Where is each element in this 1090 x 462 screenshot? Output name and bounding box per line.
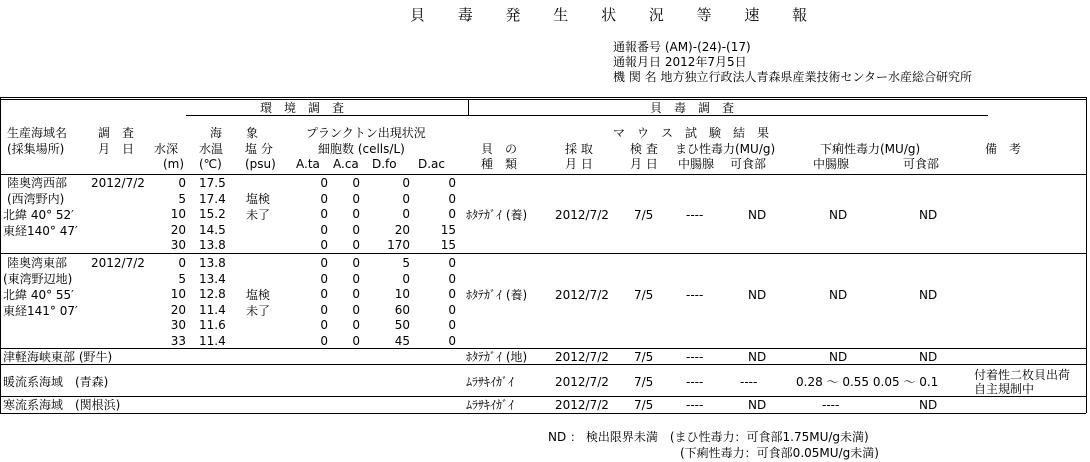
depth-cell: 33 [170,333,186,348]
dac-cell: 0 [448,302,456,317]
depth-unit: (m) [163,157,185,171]
psp-edible: ND [748,398,767,412]
psp-gut: ---- [686,288,704,302]
depth-cell: 10 [170,207,186,221]
aca-cell: 0 [352,333,360,348]
block-rule-4 [0,396,1086,397]
dfo-cell: 5 [402,256,410,270]
area-name: 寒流系海域 (関根浜) [3,398,121,412]
env-survey-header: 環 境 調 査 [260,101,345,115]
dac-header: D.ac [418,157,446,171]
dac-cell: 0 [448,318,456,332]
shell-kind: ﾑﾗｻｷｲｶﾞｲ [466,375,515,389]
dfo-cell: 0 [402,191,410,206]
area-lat: 北緯 40° 52′ [3,208,74,222]
survey-date: 2012/7/2 [91,256,145,270]
cell-count-header: 細胞数 (cells/L) [318,142,405,156]
dfo-cell: 170 [387,238,410,252]
ata-cell: 0 [320,191,328,206]
section-divider [468,99,469,115]
dsp-edible: ND [919,398,938,412]
dac-cell: 0 [448,287,456,301]
area-name: 暖流系海域 (青森) [3,375,109,389]
water-temp-cell: 11.4 [199,333,226,348]
psp-gut: ---- [686,208,704,222]
dsp-range: 0.28 ～ 0.55 0.05 ～ 0.1 [796,375,939,389]
salinity-note: 未了 [246,304,271,318]
depth-cell: 20 [170,222,186,237]
shell-kind: ﾎﾀﾃｶﾞｲ (地) [466,350,528,364]
psp-edible: ND [748,350,767,364]
report-date: 通報月日 2012年7月5日 [613,55,747,69]
ata-cell: 0 [320,256,328,270]
aca-header: A.ca [333,157,359,171]
aca-cell: 0 [352,176,360,190]
water-temp-header: 水温 [199,142,224,156]
area-place: (西湾野内) [7,192,65,206]
water-temp-cell: 17.4 [199,191,226,206]
psp-edible: ND [748,288,767,302]
survey-date-subheader: 月 日 [98,142,135,156]
block-rule-3 [0,364,1086,365]
salinity-unit: (psu) [245,157,276,171]
sample-date: 2012/7/2 [555,375,609,389]
test-date: 7/5 [634,350,654,364]
aca-cell: 0 [352,318,360,332]
test-date: 7/5 [634,288,654,302]
ata-header: A.ta [296,157,320,171]
area-lat: 北緯 40° 55′ [3,288,74,302]
dsp-edible: ND [919,350,938,364]
dac-cell: 0 [448,333,456,348]
sample-date: 2012/7/2 [555,398,609,412]
area-name: 陸奥湾東部 [7,256,68,270]
dfo-header: D.fo [372,157,397,171]
water-temp-cell: 11.6 [199,318,226,332]
depth-cell: 5 [178,271,186,286]
water-temp-cell: 13.8 [199,238,226,252]
dsp-header: 下痢性毒力(MU/g) [820,142,921,156]
dsp-edible: ND [919,208,938,222]
area-name: 津軽海峡東部 (野牛) [3,350,113,364]
sample-date-header: 採 取 [565,142,593,156]
area-lon: 東経141° 07′ [3,304,78,318]
depth-cell: 0 [178,176,186,190]
dsp-gut: ND [829,350,848,364]
depth-cell: 0 [178,256,186,270]
aca-cell: 0 [352,271,360,286]
header-bottom-rule [0,174,1086,175]
shell-kind-header: 貝 の [481,142,518,156]
area-subheader: (採集場所) [7,142,65,156]
footnote-line-1: ND ： 検出限界未満 (まひ性毒力：可食部1.75MU/g未満) [548,430,869,444]
dsp-gut: ---- [822,398,840,412]
sample-date: 2012/7/2 [555,288,609,302]
sample-date: 2012/7/2 [555,208,609,222]
dsp-edible-header: 可食部 [903,157,940,171]
shell-header-rule [468,115,988,116]
dfo-cell: 60 [394,302,410,317]
report-number: 通報番号 (AM)-(24)-(17) [613,40,751,54]
env-header-rule [186,115,470,116]
ata-cell: 0 [320,238,328,252]
table-right-rule [1086,97,1087,413]
psp-edible: ND [748,208,767,222]
test-date: 7/5 [634,208,654,222]
dsp-gut: ND [829,208,848,222]
plankton-header: プランクトン出現状況 [306,126,426,140]
aca-cell: 0 [352,287,360,301]
depth-cell: 10 [170,287,186,301]
dac-cell: 15 [440,238,456,252]
water-temp-cell: 17.5 [199,176,226,190]
ata-cell: 0 [320,176,328,190]
water-temp-unit: (℃) [199,157,222,171]
dfo-cell: 50 [394,318,410,332]
dfo-cell: 45 [394,333,410,348]
shellfish-survey-header: 貝 毒 調 査 [650,101,735,115]
psp-header: まひ性毒力(MU/g) [675,142,776,156]
test-date-subheader: 月 日 [630,157,658,171]
dsp-gut-header: 中腸腺 [813,157,850,171]
test-date: 7/5 [634,398,654,412]
shell-kind: ﾎﾀﾃｶﾞｲ (養) [466,208,528,222]
table-left-rule [0,97,1,413]
ata-cell: 0 [320,287,328,301]
water-temp-cell: 13.8 [199,256,226,270]
dac-cell: 0 [448,271,456,286]
dsp-gut: ND [829,288,848,302]
dfo-cell: 0 [402,207,410,221]
psp-gut-header: 中腸腺 [678,157,715,171]
salinity-note: 塩検 [246,192,271,206]
water-temp-cell: 14.5 [199,222,226,237]
ata-cell: 0 [320,271,328,286]
water-temp-cell: 13.4 [199,271,226,286]
table-top-rule [0,97,1086,98]
shell-kind-subheader: 種 類 [481,157,518,171]
aca-cell: 0 [352,207,360,221]
dsp-edible: ND [919,288,938,302]
aca-cell: 0 [352,302,360,317]
survey-date: 2012/7/2 [91,176,145,190]
area-place: (東湾野辺地) [3,272,73,286]
dfo-cell: 20 [394,222,410,237]
area-name: 陸奥湾西部 [7,176,68,190]
psp-edible-header: 可食部 [730,157,767,171]
survey-date-header: 調 査 [98,126,135,140]
mouse-test-header: マ ウ ス 試 験 結 果 [613,126,770,140]
dac-cell: 0 [448,256,456,270]
table-bottom-rule [0,413,1086,414]
salinity-note: 塩検 [246,288,271,302]
ata-cell: 0 [320,318,328,332]
shell-kind: ﾎﾀﾃｶﾞｲ (養) [466,288,528,302]
salinity-header: 塩 分 [245,142,273,156]
depth-cell: 20 [170,302,186,317]
dfo-cell: 0 [402,176,410,190]
table-top-rule-double [0,99,1086,100]
psp-gut: ---- [686,375,704,389]
sample-date: 2012/7/2 [555,350,609,364]
area-lon: 東経140° 47′ [3,224,78,238]
dfo-cell: 0 [402,271,410,286]
psp-gut: ---- [686,350,704,364]
block-rule-2 [0,348,1086,349]
dac-cell: 15 [440,222,456,237]
sea-condition-header: 海 象 [210,126,259,140]
remark-header: 備 考 [985,142,1022,156]
ata-cell: 0 [320,207,328,221]
water-temp-cell: 11.4 [199,302,226,317]
ata-cell: 0 [320,302,328,317]
footnote-line-2: (下痢性毒力：可食部0.05MU/g未満) [680,446,879,460]
water-temp-cell: 15.2 [199,207,226,221]
test-date: 7/5 [634,375,654,389]
depth-cell: 30 [170,318,186,332]
dac-cell: 0 [448,207,456,221]
water-temp-cell: 12.8 [199,287,226,301]
remark: 付着性二枚貝出荷 [974,368,1071,382]
ata-cell: 0 [320,333,328,348]
dac-cell: 0 [448,191,456,206]
report-organization: 機 関 名 地方独立行政法人青森県産業技術センター水産総合研究所 [613,70,972,84]
shell-kind: ﾑﾗｻｷｲｶﾞｲ [466,398,515,412]
test-date-header: 検 査 [630,142,658,156]
aca-cell: 0 [352,256,360,270]
depth-cell: 30 [170,238,186,252]
report-title: 貝 毒 発 生 状 況 等 速 報 [410,6,822,24]
salinity-note: 未了 [246,208,271,222]
block-rule-1 [0,253,1086,254]
dac-cell: 0 [448,176,456,190]
sample-date-subheader: 月 日 [565,157,593,171]
dfo-cell: 10 [394,287,410,301]
ata-cell: 0 [320,222,328,237]
area-header: 生産海域名 [7,126,68,140]
depth-header: 水深 [154,142,179,156]
remark: 自主規制中 [974,382,1035,396]
psp-edible: ---- [740,375,758,389]
aca-cell: 0 [352,238,360,252]
psp-gut: ---- [686,398,704,412]
depth-cell: 5 [178,191,186,206]
aca-cell: 0 [352,191,360,206]
aca-cell: 0 [352,222,360,237]
